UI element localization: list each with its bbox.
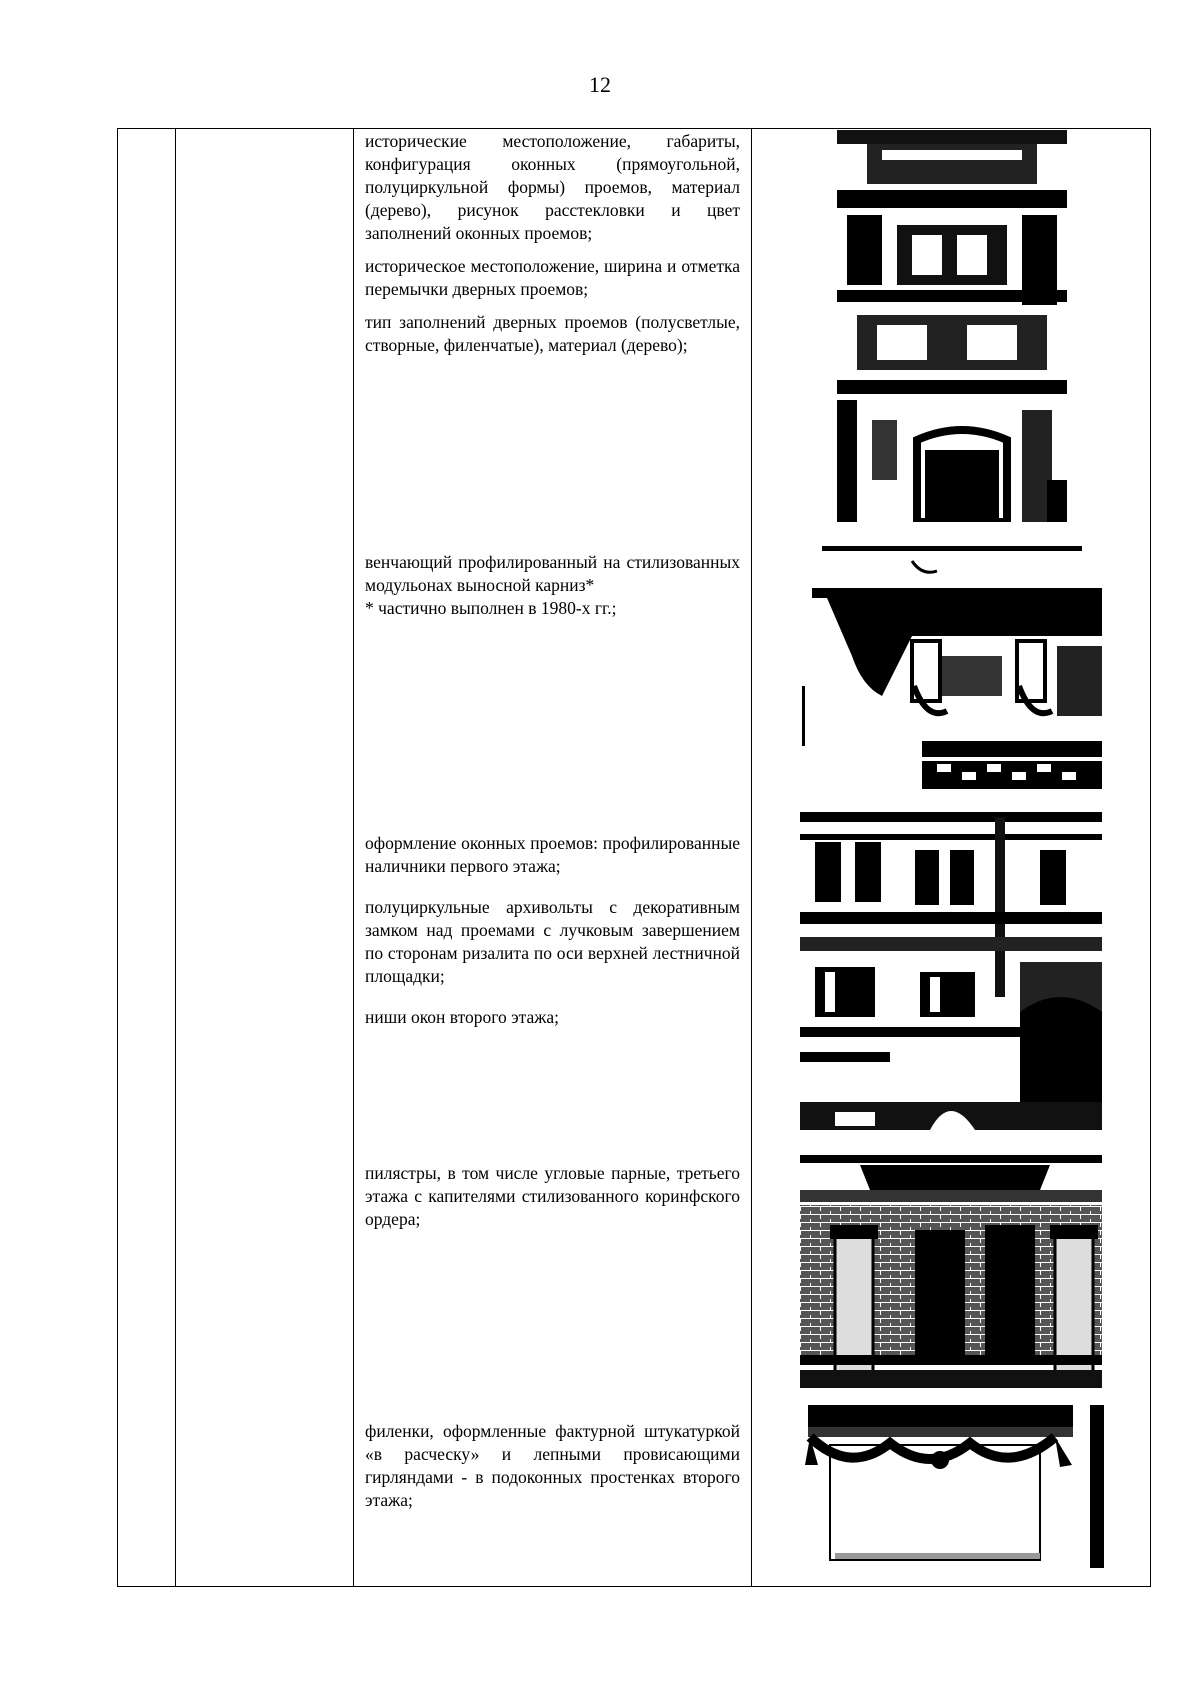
paragraph: полуциркульные архивольты с декоративным замком над проемами с лучковым завершением по сторонам ризалита по оси верхней лестничной площадки;	[365, 897, 740, 986]
paragraph: исторические местоположение, габариты, конфигурация оконных (прямоугольной, полуциркульной формы) проемов, материал (дерево), рисунок расстекловки и цвет заполнений оконных проемов;	[365, 131, 740, 243]
pilasters-photo	[800, 1155, 1102, 1388]
column-divider	[353, 129, 354, 1586]
page-number: 12	[589, 72, 611, 97]
table-row-4-text	[365, 1162, 740, 1241]
facade-windows-photo	[800, 812, 1102, 1130]
column-divider	[175, 129, 176, 1586]
footnote: * частично выполнен в 1980-х гг.;	[365, 598, 617, 618]
garland-panel-photo	[800, 1405, 1108, 1568]
table-row-3-text	[365, 832, 740, 1039]
table-row-2-text	[365, 551, 740, 630]
paragraph: ниши окон второго этажа;	[365, 1007, 560, 1027]
paragraph: тип заполнений дверных проемов (полусветлые, створные, филенчатые), материал (дерево);	[365, 312, 740, 355]
table-row-1-text	[365, 130, 740, 367]
cornice-photo	[802, 546, 1102, 791]
table-row-5-text	[365, 1420, 740, 1522]
paragraph: венчающий профилированный на стилизованных модульонах выносной карниз*	[365, 552, 740, 595]
paragraph: филенки, оформленные фактурной штукатуркой «в расческу» и лепными провисающими гирляндами - в подоконных простенках второго этажа;	[365, 1421, 740, 1510]
paragraph: историческое местоположение, ширина и отметка перемычки дверных проемов;	[365, 256, 740, 299]
paragraph: оформление оконных проемов: профилированные наличники первого этажа;	[365, 833, 740, 876]
building-entrance-photo	[837, 130, 1067, 522]
paragraph: пилястры, в том числе угловые парные, третьего этажа с капителями стилизованного коринфского ордера;	[365, 1163, 740, 1229]
column-divider	[751, 129, 752, 1586]
